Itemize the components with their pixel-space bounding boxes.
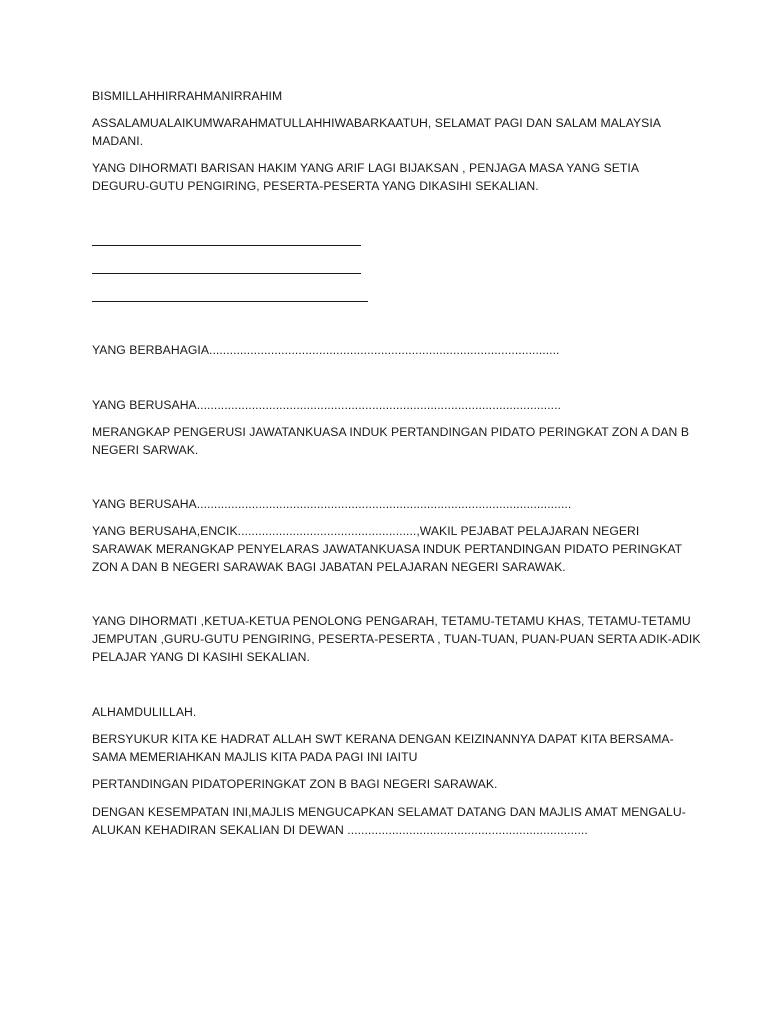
blank-fill-line-3 (92, 301, 368, 302)
bersyukur-line-1: BERSYUKUR KITA KE HADRAT ALLAH SWT KERANA DENGAN KEIZINANNYA DAPAT KITA BERSAMA- (92, 732, 674, 746)
blank-fill-line-1 (92, 245, 361, 246)
pertandingan-line: PERTANDINGAN PIDATOPERINGKAT ZON B BAGI NEGERI SARAWAK. (92, 777, 498, 791)
kesempatan-line-1: DENGAN KESEMPATAN INI,MAJLIS MENGUCAPKAN SELAMAT DATANG DAN MAJLIS AMAT MENGALU- (92, 805, 686, 819)
encik-line-3: ZON A DAN B NEGERI SARAWAK BAGI JABATAN PELAJARAN NEGERI SARAWAK. (92, 560, 566, 574)
berbahagia-line: YANG BERBAHAGIA...................................................................................................... (92, 343, 560, 357)
kesempatan-line-2: ALUKAN KEHADIRAN SEKALIAN DI DEWAN ...................................................................... (92, 823, 588, 837)
judges-line-2: DEGURU-GUTU PENGIRING, PESERTA-PESERTA YANG DIKASIHI SEKALIAN. (92, 179, 539, 193)
bersyukur-line-2: SAMA MEMERIAHKAN MAJLIS KITA PADA PAGI INI IAITU (92, 750, 418, 764)
berusaha-line-2: YANG BERUSAHA............................................................................................................. (92, 497, 572, 511)
blank-fill-line-2 (92, 273, 361, 274)
alhamdulillah-line: ALHAMDULILLAH. (92, 705, 197, 719)
bismillah-line: BISMILLAHHIRRAHMANIRRAHIM (92, 89, 283, 103)
ketua-line-3: PELAJAR YANG DI KASIHI SEKALIAN. (92, 650, 310, 664)
salam-line-1: ASSALAMUALAIKUMWARAHMATULLAHHIWABARKAATUH, SELAMAT PAGI DAN SALAM MALAYSIA (92, 116, 661, 130)
judges-line-1: YANG DIHORMATI BARISAN HAKIM YANG ARIF LAGI BIJAKSAN , PENJAGA MASA YANG SETIA (92, 161, 640, 175)
encik-line-1: YANG BERUSAHA,ENCIK....................................................,WAKIL PEJABAT PELAJARAN NEGERI (92, 524, 640, 538)
pengerusi-line-1: MERANGKAP PENGERUSI JAWATANKUASA INDUK PERTANDINGAN PIDATO PERINGKAT ZON A DAN B (92, 425, 690, 439)
salam-line-2: MADANI. (92, 134, 144, 148)
ketua-line-2: JEMPUTAN ,GURU-GUTU PENGIRING, PESERTA-PESERTA , TUAN-TUAN, PUAN-PUAN SERTA ADIK-ADIK (92, 632, 701, 646)
pengerusi-line-2: NEGERI SARWAK. (92, 443, 199, 457)
berusaha-line-1: YANG BERUSAHA.......................................................................................................... (92, 398, 561, 412)
ketua-line-1: YANG DIHORMATI ,KETUA-KETUA PENOLONG PENGARAH, TETAMU-TETAMU KHAS, TETAMU-TETAMU (92, 614, 691, 628)
encik-line-2: SARAWAK MERANGKAP PENYELARAS JAWATANKUASA INDUK PERTANDINGAN PIDATO PERINGKAT (92, 542, 683, 556)
